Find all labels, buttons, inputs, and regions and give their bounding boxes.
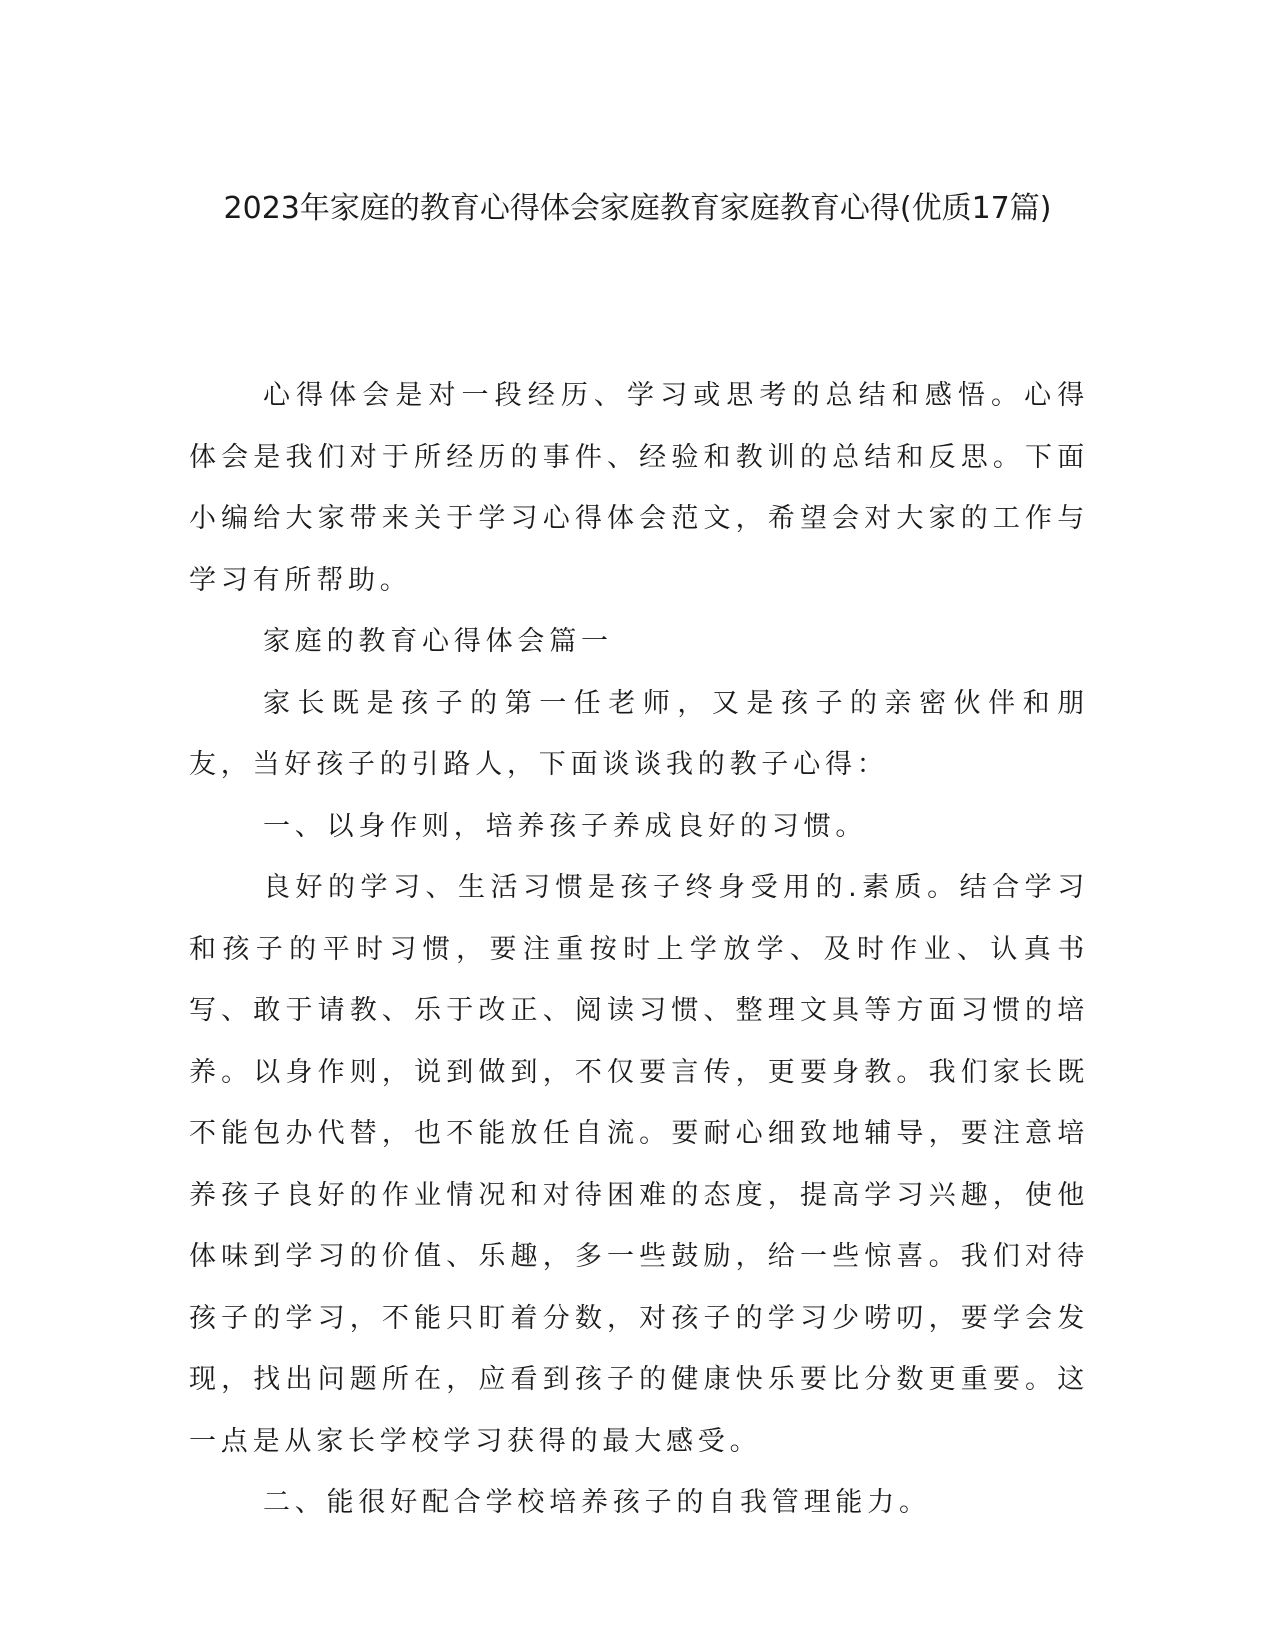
- body-paragraph: 家长既是孩子的第一任老师，又是孩子的亲密伙伴和朋友，当好孩子的引路人，下面谈谈我的教子心得：: [189, 687, 1089, 780]
- intro-paragraph: 心得体会是对一段经历、学习或思考的总结和感悟。心得体会是我们对于所经历的事件、经验和教训的总结和反思。下面小编给大家带来关于学习心得体会范文，希望会对大家的工作与学习有所帮助。: [189, 380, 1089, 596]
- point-heading: 一、以身作则，培养孩子养成良好的习惯。: [263, 810, 868, 842]
- point-heading: 二、能很好配合学校培养孩子的自我管理能力。: [263, 1487, 931, 1518]
- body-paragraph: 良好的学习、生活习惯是孩子终身受用的.素质。结合学习和孩子的平时习惯，要注重按时上学放学、及时作业、认真书写、敢于请教、乐于改正、阅读习惯、整理文具等方面习惯的培养。以身作则，说到做到，不仅要言传，更要身教。我们家长既不能包办代替，也不能放任自流。要耐心细致地辅导，要注意培养孩子良好的作业情况和对待困难的态度，提高学习兴趣，使他体味到学习的价值、乐趣，多一些鼓励，给一些惊喜。我们对待孩子的学习，不能只盯着分数，对孩子的学习少唠叨，要学会发现，找出问题所在，应看到孩子的健康快乐要比分数更重要。这一点是从家长学校学习获得的最大感受。: [189, 872, 1089, 1457]
- document-body: [189, 365, 1089, 1534]
- document-title: 2023年家庭的教育心得体会家庭教育家庭教育心得(优质17篇): [223, 191, 1052, 226]
- section-heading: 家庭的教育心得体会篇一: [263, 626, 613, 657]
